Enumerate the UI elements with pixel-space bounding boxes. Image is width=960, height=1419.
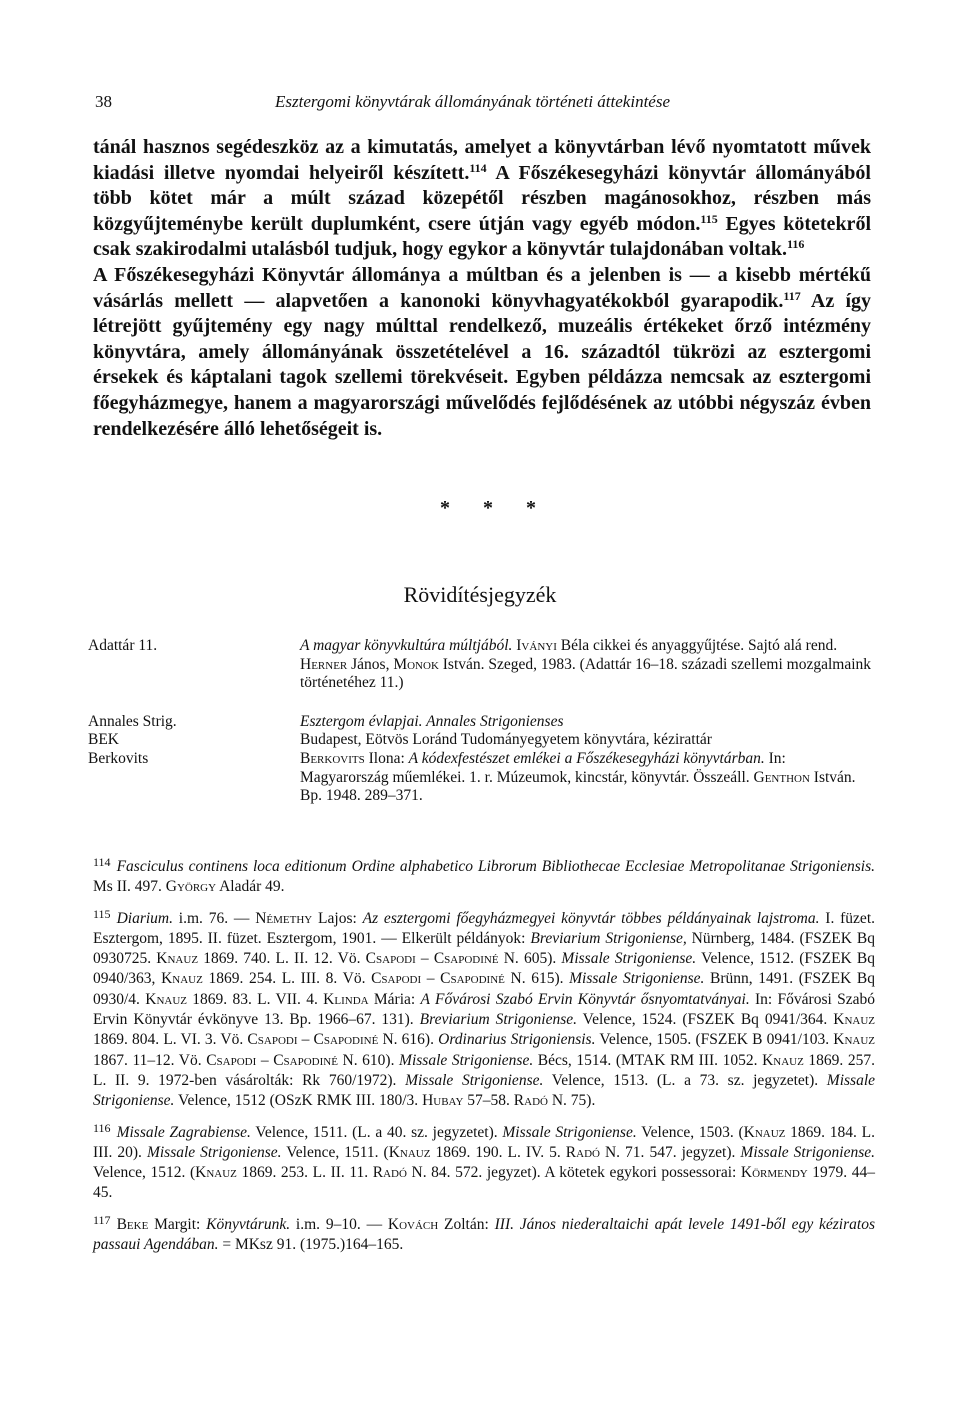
footnote-number: 116 — [93, 1120, 111, 1135]
text: István. Szeged, 1983. (Adattár 16–18. századi szellemi mozgalmaink történetéhez 11.) — [300, 655, 872, 692]
text: Velence, 1511. (L. a 40. sz. jegyzetet). — [250, 1123, 503, 1141]
abbreviation-term: BEK — [88, 731, 119, 749]
title: Breviarium Strigoniense, — [530, 929, 687, 947]
text: Brünn, 1491. (FSZEK Bq 0930/4. — [93, 970, 875, 1008]
footnote-number: 117 — [93, 1212, 111, 1227]
title: Missale Strigoniense. — [399, 1051, 534, 1069]
author: Némethy — [255, 909, 313, 927]
author: Kovách — [387, 1215, 439, 1233]
text: In: Magyarország műemlékei. 1. r. Múzeumok, kincstár, könyvtár. Összeáll. — [300, 749, 786, 786]
text: Egyes kötetekről csak szakirodalmi utalásból tudjuk, hogy egykor a könyvtár tulajdonában voltak. — [93, 212, 871, 261]
footnote-number: 115 — [93, 906, 111, 921]
text: Velence, 1513. (L. a 73. sz. jegyzetet). — [543, 1071, 827, 1089]
abbreviation-term: Adattár 11. — [88, 637, 158, 654]
author: Klinda — [323, 990, 369, 1008]
text: N. 615). — [504, 970, 570, 988]
text: 1869. 184. L. III. 20). — [93, 1123, 875, 1161]
title: Ordinarius Strigoniensis. — [438, 1031, 596, 1049]
section-separator: * * * — [440, 497, 550, 519]
author: Csapodi – Csapodiné — [247, 1031, 379, 1049]
abbreviation-description — [300, 713, 878, 732]
title: A magyar könyvkultúra múltjából. — [300, 637, 513, 654]
text: 57–58. — [463, 1092, 514, 1110]
text: Velence, 1511. ( — [281, 1143, 389, 1161]
text: N. 610). — [337, 1051, 400, 1069]
footnote-ref: 117 — [783, 288, 801, 303]
author: Radó — [372, 1164, 407, 1182]
author: Csapodi – Csapodiné — [371, 970, 505, 988]
text: Bécs, 1514. (MTAK RM III. 1052. — [533, 1051, 763, 1069]
text: Velence, 1505. (FSZEK B 0941/103. — [595, 1031, 834, 1049]
author: Genthon — [753, 768, 810, 786]
title: Missale Zagrabiense. — [116, 1123, 251, 1141]
text: 1979. 44–45. — [93, 1164, 876, 1202]
author: Csapodi – Csapodiné — [206, 1051, 338, 1069]
title: A kódexfestészet emlékei a Főszékesegyházi könyvtárban. — [408, 749, 765, 767]
abbreviation-description — [300, 637, 878, 693]
text: Velence, 1524. (FSZEK Bq 0941/364. — [576, 1011, 834, 1029]
title: Missale Strigoniense. — [146, 1143, 282, 1161]
text: In: Fővárosi Szabó Ervin Könyvtár évkönyve 13. Bp. 1966–67. 131). — [93, 990, 875, 1029]
paragraph-1 — [93, 135, 871, 263]
author: Monok — [393, 655, 439, 673]
text: Ilona: — [364, 749, 409, 767]
title: Missale Strigoniense. — [502, 1123, 637, 1141]
title: Breviarium Strigoniense. — [419, 1011, 577, 1029]
text: N. 605). — [498, 950, 562, 968]
author: Herner — [300, 655, 348, 673]
text: Zoltán: — [438, 1215, 495, 1233]
body-text — [93, 135, 871, 442]
abbreviation-description — [300, 750, 878, 806]
text: 1869. 254. L. III. 8. Vö. — [202, 970, 372, 988]
text: tánál hasznos segédeszköz az a kimutatás, amelyet a könyvtárban lévő nyomtatott művek kiadási illetve nyomdai helyeiről készített. — [93, 136, 871, 184]
text: i.m. 9–10. — — [290, 1215, 388, 1233]
title: A Fővárosi Szabó Ervin Könyvtár ősnyomtatványai. — [420, 990, 750, 1008]
text: 1867. 11–12. Vö. — [93, 1051, 207, 1069]
title: Missale Strigoniense. — [569, 970, 705, 988]
title: Esztergom évlapjai. Annales Strigonienses — [300, 712, 564, 730]
author: Knauz — [145, 990, 187, 1008]
text: = MKsz 91. (1975.)164–165. — [218, 1236, 404, 1254]
abbreviation-entry — [88, 731, 878, 750]
footnote-116 — [93, 1118, 875, 1204]
title: Fasciculus continens loca editionum Ordine alphabetico Librorum Bibliothecae Ecclesiae Metropolitanae Strigoniensis. — [116, 858, 875, 875]
author: Radó — [565, 1143, 600, 1161]
text: A Főszékesegyházi könyvtár állományából több kötet már a múlt század közepétől részben magánosokhoz, részben más közgyűjteménybe került duplumként, csere útján vagy egyéb módon. — [93, 161, 871, 235]
footnote-117 — [93, 1210, 875, 1256]
abbreviation-entry — [88, 637, 878, 693]
footnote-ref: 115 — [700, 211, 718, 226]
abbreviation-entry — [88, 750, 878, 806]
text: 1869. 253. L. II. 11. — [236, 1164, 373, 1182]
abbreviation-list — [88, 637, 878, 806]
author: Beke — [116, 1215, 149, 1233]
author: Knauz — [156, 950, 199, 968]
section-heading: Rövidítésjegyzék — [403, 582, 557, 607]
title: Az esztergomi főegyházmegyei könyvtár többes példányainak lajstroma. — [362, 909, 820, 927]
text: 1869. 83. L. VII. 4. — [187, 990, 324, 1008]
text: Velence, 1512 (OSzK RMK III. 180/3. — [174, 1092, 423, 1110]
text: Aladár 49. — [216, 878, 285, 896]
text: N. 616). — [378, 1031, 439, 1049]
text: Velence, 1503. ( — [636, 1123, 744, 1141]
text: Velence, 1512. (FSZEK Bq 0940/363, — [93, 950, 875, 988]
author: Radó — [513, 1092, 548, 1110]
text: Lajos: — [312, 909, 363, 927]
author: Iványi — [516, 637, 557, 654]
text: Velence, 1512. ( — [93, 1164, 196, 1182]
text: János, — [347, 655, 394, 673]
text: N. 71. 547. jegyzet). — [599, 1143, 741, 1161]
abbreviation-term: Annales Strig. — [88, 712, 177, 730]
author: Berkovits — [300, 749, 365, 767]
footnote-ref: 114 — [469, 160, 487, 175]
running-title: Esztergomi könyvtárak állományának történeti áttekintése — [275, 92, 670, 111]
footnote-number: 114 — [93, 855, 111, 869]
text: A Főszékesegyházi Könyvtár állománya a múltban és a jelenben is — a kisebb mértékű vásárlás mellett — alapvetően a kanonoki könyvhagyatékokból gyarapodik. — [93, 263, 871, 312]
footnote-115 — [93, 904, 875, 1112]
footnote-ref: 116 — [787, 237, 805, 252]
title: Könyvtárunk. — [206, 1215, 291, 1233]
text: 1869. 190. L. IV. 5. — [430, 1143, 566, 1161]
text: István. Bp. 1948. 289–371. — [300, 768, 856, 805]
text: Mária: — [368, 990, 421, 1008]
abbreviation-entry — [88, 713, 878, 732]
text: I. füzet. Esztergom, 1895. II. füzet. Esztergom, 1901. — Elkerült példányok: — [93, 909, 875, 947]
page-number: 38 — [95, 92, 112, 111]
text: i.m. 76. — — [172, 909, 256, 927]
title: III. János niederaltaichi apát levele 1491-ből egy kéziratos passaui Agendában. — [93, 1215, 875, 1254]
footnote-114 — [93, 852, 875, 898]
title: Missale Strigoniense. — [561, 950, 697, 968]
author: Körmendy — [740, 1164, 808, 1182]
text: Nürnberg, 1484. (FSZEK Bq 0930725. — [93, 929, 876, 968]
text: 1869. 257. L. II. 9. 1972-ben vásárolták: Rk 760/1972). — [93, 1051, 876, 1089]
author: Knauz — [161, 970, 203, 988]
author: Knauz — [762, 1051, 804, 1069]
author: Knauz — [195, 1164, 237, 1182]
paragraph-2 — [93, 263, 871, 442]
author: Knauz — [833, 1011, 875, 1029]
text: Ms II. 497. — [93, 878, 166, 896]
text: 1869. 804. L. VI. 3. Vö. — [93, 1031, 248, 1049]
author: Knauz — [833, 1031, 875, 1049]
abbreviation-description: Budapest, Eötvös Loránd Tudományegyetem könyvtára, kézirattár — [300, 731, 712, 749]
text: Az így létrejött gyűjtemény egy nagy múlttal rendelkező, muzeális értékeket őrző intézmény könyvtára, amely állományának összetételével a 16. századtól tükrözi az esztergomi érsekek és káptalani tagok szellemi törekvéseit. Egyben példázza nemcsak az esztergomi főegyházmegye, hanem a magyarországi művelődés fejlődésének az utóbbi négyszáz évben rendelkezésére álló lehetőségeit is. — [93, 289, 871, 440]
title: Missale Strigoniense. — [740, 1143, 876, 1161]
abbreviation-term: Berkovits — [88, 749, 149, 767]
text: N. 84. 572. jegyzet). A kötetek egykori possessorai: — [406, 1164, 741, 1182]
title: Missale Strigoniense. — [405, 1071, 544, 1089]
author: Knauz — [388, 1143, 431, 1161]
author: Hubay — [422, 1092, 464, 1110]
author: Knauz — [743, 1123, 786, 1141]
title: Missale Strigoniense. — [93, 1071, 875, 1110]
text: 1869. 740. L. II. 12. Vö. — [198, 950, 366, 968]
text: Margit: — [148, 1215, 207, 1233]
text: N. 75). — [547, 1092, 596, 1110]
title: Diarium. — [116, 909, 173, 927]
footnotes — [93, 852, 875, 1261]
author: György — [165, 878, 217, 896]
text: Béla cikkei és anyaggyűjtése. Sajtó alá rend. — [556, 637, 838, 654]
author: Csapodi – Csapodiné — [365, 950, 499, 968]
